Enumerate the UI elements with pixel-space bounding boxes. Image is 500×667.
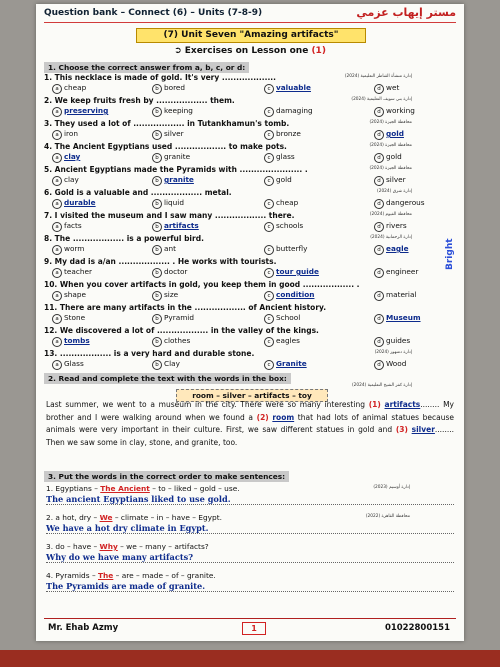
option-text: silver bbox=[386, 175, 406, 184]
option-text: Pyramid bbox=[164, 313, 194, 322]
option-text: valuable bbox=[276, 83, 311, 92]
option-text: condition bbox=[276, 290, 315, 299]
paragraph-part-1: Last summer, we went to a museum in the city. There were so many interesting bbox=[46, 400, 365, 409]
option-letter: d bbox=[374, 222, 384, 232]
question-text bbox=[44, 349, 456, 358]
option-letter: b bbox=[152, 314, 162, 324]
scrambled-hl: Why bbox=[99, 542, 118, 551]
word-box: room – silver – artifacts – toy bbox=[176, 389, 328, 402]
option-text: gold bbox=[386, 129, 404, 138]
options-row bbox=[44, 129, 456, 139]
question-stem: 5. Ancient Egyptians made the Pyramids with ...................... . bbox=[44, 165, 308, 174]
question-text bbox=[44, 211, 456, 220]
question-text bbox=[44, 303, 456, 312]
question-source: (2024) محافظة الجيزة bbox=[369, 166, 412, 171]
footer-author: Mr. Ehab Azmy bbox=[48, 623, 119, 633]
question-stem: 8. The .................. is a powerful bird. bbox=[44, 234, 204, 243]
option-c bbox=[264, 198, 298, 209]
option-text: butterfly bbox=[276, 244, 308, 253]
options-row bbox=[44, 83, 456, 93]
option-letter: b bbox=[152, 291, 162, 301]
option-letter: c bbox=[264, 314, 274, 324]
option-letter: d bbox=[374, 291, 384, 301]
blank-number-3: (3) bbox=[395, 425, 408, 434]
option-a bbox=[52, 152, 80, 163]
option-letter: c bbox=[264, 337, 274, 347]
ordering-item bbox=[46, 542, 454, 563]
option-a bbox=[52, 106, 108, 117]
exercise-number: (1) bbox=[311, 46, 326, 56]
option-letter: c bbox=[264, 291, 274, 301]
option-letter: c bbox=[264, 130, 274, 140]
option-letter: c bbox=[264, 84, 274, 94]
option-letter: d bbox=[374, 314, 384, 324]
scrambled-words bbox=[46, 484, 454, 493]
question-text bbox=[44, 165, 456, 174]
option-text: gold bbox=[276, 175, 292, 184]
scrambled-post: – we – many – artifacts? bbox=[117, 542, 209, 551]
option-text: clothes bbox=[164, 336, 191, 345]
option-text: bored bbox=[164, 83, 186, 92]
header-divider bbox=[44, 22, 456, 23]
option-text: Wood bbox=[386, 359, 407, 368]
question-text bbox=[44, 96, 456, 105]
question-stem: 10. When you cover artifacts in gold, you keep them in good .................. . bbox=[44, 280, 360, 289]
option-b bbox=[152, 267, 187, 278]
question-stem: 6. Gold is a valuable and .................. metal. bbox=[44, 188, 232, 197]
options-row bbox=[44, 198, 456, 208]
option-text: ant bbox=[164, 244, 176, 253]
ordering-item bbox=[46, 484, 454, 505]
option-letter: c bbox=[264, 268, 274, 278]
option-letter: d bbox=[374, 130, 384, 140]
options-row bbox=[44, 267, 456, 277]
option-text: preserving bbox=[64, 106, 109, 115]
option-d bbox=[374, 313, 421, 324]
question-stem: 13. .................. is a very hard and durable stone. bbox=[44, 349, 255, 358]
option-letter: a bbox=[52, 84, 62, 94]
option-a bbox=[52, 129, 78, 140]
option-b bbox=[152, 106, 193, 117]
option-text: schools bbox=[276, 221, 304, 230]
question-text bbox=[44, 119, 456, 128]
side-label: Bright bbox=[445, 238, 455, 270]
option-d bbox=[374, 359, 406, 370]
option-b bbox=[152, 244, 176, 255]
unit-title: (7) Unit Seven "Amazing artifacts" bbox=[136, 28, 366, 43]
option-text: material bbox=[386, 290, 417, 299]
option-c bbox=[264, 152, 295, 163]
option-text: keeping bbox=[164, 106, 193, 115]
option-text: School bbox=[276, 313, 301, 322]
option-text: wet bbox=[386, 83, 400, 92]
option-letter: d bbox=[374, 245, 384, 255]
option-text: damaging bbox=[276, 106, 313, 115]
option-text: Granite bbox=[276, 359, 307, 368]
option-d bbox=[374, 221, 407, 232]
option-d bbox=[374, 152, 402, 163]
option-letter: c bbox=[264, 222, 274, 232]
options-row bbox=[44, 244, 456, 254]
option-letter: d bbox=[374, 176, 384, 186]
option-a bbox=[52, 198, 96, 209]
option-text: granite bbox=[164, 152, 191, 161]
option-text: artifacts bbox=[164, 221, 199, 230]
option-a bbox=[52, 313, 85, 324]
option-letter: b bbox=[152, 199, 162, 209]
options-row bbox=[44, 106, 456, 116]
option-text: granite bbox=[164, 175, 194, 184]
option-c bbox=[264, 106, 313, 117]
options-row bbox=[44, 152, 456, 162]
question-source: (2024) إدارة بني سويف التعليمية bbox=[351, 97, 412, 102]
question-stem: 12. We discovered a lot of .................. in the valley of the kings. bbox=[44, 326, 319, 335]
option-text: worm bbox=[64, 244, 85, 253]
option-text: clay bbox=[64, 152, 81, 161]
question-source: (2024) إدارة الرحمانية bbox=[370, 235, 412, 240]
option-d bbox=[374, 198, 425, 209]
option-text: working bbox=[386, 106, 415, 115]
option-text: dangerous bbox=[386, 198, 425, 207]
scrambled-pre: 2. a hot, dry – bbox=[46, 513, 100, 522]
option-letter: a bbox=[52, 245, 62, 255]
ordering-item bbox=[46, 513, 454, 534]
option-letter: a bbox=[52, 176, 62, 186]
option-letter: d bbox=[374, 360, 384, 370]
option-b bbox=[152, 152, 190, 163]
option-b bbox=[152, 83, 185, 94]
option-letter: a bbox=[52, 222, 62, 232]
blank-number-2: (2) bbox=[256, 412, 269, 422]
question-stem: 4. The Ancient Egyptians used .................. to make pots. bbox=[44, 142, 287, 151]
paragraph-part-2: ........ My brother and I were walking around when we found a bbox=[46, 400, 454, 422]
option-text: facts bbox=[64, 221, 82, 230]
option-d bbox=[374, 244, 409, 255]
options-row bbox=[44, 221, 456, 231]
question-text bbox=[44, 73, 456, 82]
option-c bbox=[264, 359, 307, 370]
header-title: Question bank – Connect (6) – Units (7-8-9) bbox=[44, 8, 263, 18]
option-text: clay bbox=[64, 175, 79, 184]
option-letter: a bbox=[52, 268, 62, 278]
page-footer bbox=[44, 618, 456, 633]
option-b bbox=[152, 221, 199, 232]
option-text: rivers bbox=[386, 221, 407, 230]
option-text: Stone bbox=[64, 313, 86, 322]
scrambled-words bbox=[46, 513, 454, 522]
paragraph-part-4: ........ Then we saw some in clay, stone, and granite, too. bbox=[46, 425, 454, 447]
exercise-title-text: ➲ Exercises on Lesson one bbox=[174, 46, 312, 56]
option-text: Clay bbox=[164, 359, 180, 368]
option-d bbox=[374, 175, 406, 186]
option-letter: d bbox=[374, 268, 384, 278]
option-b bbox=[152, 313, 194, 324]
option-letter: b bbox=[152, 337, 162, 347]
option-letter: d bbox=[374, 84, 384, 94]
option-letter: b bbox=[152, 222, 162, 232]
sentence-answer: We have a hot dry climate in Egypt. bbox=[46, 523, 454, 534]
option-a bbox=[52, 244, 84, 255]
option-text: silver bbox=[164, 129, 184, 138]
question-source: (2024) محافظة الفيوم bbox=[369, 212, 412, 217]
option-b bbox=[152, 359, 180, 370]
option-a bbox=[52, 290, 86, 301]
option-text: eagle bbox=[386, 244, 409, 253]
option-a bbox=[52, 221, 82, 232]
option-d bbox=[374, 129, 404, 140]
sentence-answer: Why do we have many artifacts? bbox=[46, 552, 454, 563]
option-c bbox=[264, 221, 303, 232]
options-row bbox=[44, 359, 456, 369]
ordering-item bbox=[46, 571, 454, 592]
option-letter: c bbox=[264, 245, 274, 255]
option-letter: a bbox=[52, 360, 62, 370]
option-text: bronze bbox=[276, 129, 301, 138]
option-a bbox=[52, 336, 90, 347]
section2-source: (2024) إدارة كفر الشيخ التعليمية bbox=[351, 383, 412, 388]
options-row bbox=[44, 290, 456, 300]
option-letter: b bbox=[152, 245, 162, 255]
scrambled-post: – to – liked – gold – use. bbox=[149, 484, 240, 493]
option-c bbox=[264, 267, 319, 278]
option-letter: c bbox=[264, 360, 274, 370]
option-letter: d bbox=[374, 199, 384, 209]
sentence-answer: The Pyramids are made of granite. bbox=[46, 581, 454, 592]
scrambled-pre: 3. do – have – bbox=[46, 542, 100, 551]
option-a bbox=[52, 267, 92, 278]
option-a bbox=[52, 359, 84, 370]
footer-phone: 01022800151 bbox=[384, 623, 450, 633]
option-letter: c bbox=[264, 107, 274, 117]
option-a bbox=[52, 83, 86, 94]
option-text: iron bbox=[64, 129, 78, 138]
option-letter: a bbox=[52, 199, 62, 209]
page-number: 1 bbox=[242, 622, 266, 635]
question-source: (2024) إدارة دمنهور bbox=[374, 350, 412, 355]
blank-answer-3: silver bbox=[411, 425, 435, 434]
option-letter: b bbox=[152, 130, 162, 140]
option-letter: a bbox=[52, 314, 62, 324]
question-stem: 3. They used a lot of .................. in Tutankhamun's tomb. bbox=[44, 119, 290, 128]
question-text bbox=[44, 257, 456, 266]
blank-answer-1: artifacts bbox=[384, 400, 421, 409]
option-text: liquid bbox=[164, 198, 184, 207]
option-c bbox=[264, 175, 292, 186]
option-b bbox=[152, 290, 178, 301]
option-a bbox=[52, 175, 79, 186]
exercise-title bbox=[36, 46, 464, 56]
scrambled-words bbox=[46, 571, 454, 580]
scrambled-hl: We bbox=[99, 513, 113, 522]
option-text: Glass bbox=[64, 359, 84, 368]
section1-title: 1. Choose the correct answer from a, b, c, or d: bbox=[44, 62, 249, 73]
question-text bbox=[44, 234, 456, 243]
option-text: gold bbox=[386, 152, 402, 161]
scrambled-post: – climate – in – have – Egypt. bbox=[112, 513, 222, 522]
option-letter: a bbox=[52, 130, 62, 140]
option-b bbox=[152, 175, 194, 186]
question-stem: 7. I visited the museum and I saw many .................. there. bbox=[44, 211, 295, 220]
option-c bbox=[264, 336, 300, 347]
question-text bbox=[44, 280, 456, 289]
option-letter: a bbox=[52, 153, 62, 163]
option-d bbox=[374, 106, 415, 117]
section2-source-row bbox=[44, 382, 456, 388]
option-d bbox=[374, 267, 418, 278]
option-c bbox=[264, 290, 314, 301]
item-source: (2023) إدارة أوسيم bbox=[373, 485, 410, 490]
option-letter: b bbox=[152, 153, 162, 163]
question-source: (2024) إدارة منشأة القناطر التعليمية bbox=[344, 74, 412, 79]
option-text: glass bbox=[276, 152, 295, 161]
scrambled-hl: The bbox=[98, 571, 114, 580]
options-row bbox=[44, 336, 456, 346]
question-stem: 1. This necklace is made of gold. It's very ................... bbox=[44, 73, 277, 82]
scrambled-pre: 1. Egyptians – bbox=[46, 484, 101, 493]
option-letter: b bbox=[152, 360, 162, 370]
option-letter: d bbox=[374, 153, 384, 163]
option-letter: d bbox=[374, 107, 384, 117]
option-text: tombs bbox=[64, 336, 90, 345]
paragraph-part-3: that had lots of animal statues because animals were very important in their culture. First, we saw different statues in gold and bbox=[46, 412, 455, 434]
scrambled-post: – are – made – of – granite. bbox=[113, 571, 216, 580]
option-d bbox=[374, 336, 410, 347]
option-letter: a bbox=[52, 107, 62, 117]
option-letter: c bbox=[264, 176, 274, 186]
question-text bbox=[44, 326, 456, 335]
option-text: tour guide bbox=[276, 267, 319, 276]
option-text: cheap bbox=[64, 83, 87, 92]
option-c bbox=[264, 244, 307, 255]
option-text: guides bbox=[386, 336, 411, 345]
option-text: size bbox=[164, 290, 179, 299]
option-letter: c bbox=[264, 153, 274, 163]
header-author: مستر إيهاب عزمي bbox=[356, 6, 456, 19]
option-letter: a bbox=[52, 291, 62, 301]
option-letter: c bbox=[264, 199, 274, 209]
section3-title: 3. Put the words in the correct order to make sentences: bbox=[44, 471, 289, 482]
question-source: (2024) محافظة الجيزة bbox=[369, 143, 412, 148]
option-d bbox=[374, 290, 416, 301]
options-row bbox=[44, 175, 456, 185]
option-letter: b bbox=[152, 84, 162, 94]
item-source: (2022) محافظة القاهرة bbox=[365, 514, 410, 519]
option-c bbox=[264, 313, 300, 324]
question-stem: 11. There are many artifacts in the .................. of Ancient history. bbox=[44, 303, 327, 312]
reading-paragraph bbox=[46, 399, 454, 449]
options-row bbox=[44, 313, 456, 323]
scrambled-words bbox=[46, 542, 454, 551]
sentence-answer: The ancient Egyptians liked to use gold. bbox=[46, 494, 454, 505]
question-stem: 2. We keep fruits fresh by .................. them. bbox=[44, 96, 235, 105]
scrambled-pre: 4. Pyramids – bbox=[46, 571, 98, 580]
option-b bbox=[152, 336, 190, 347]
option-c bbox=[264, 83, 311, 94]
option-letter: d bbox=[374, 337, 384, 347]
section2-title: 2. Read and complete the text with the words in the box: bbox=[44, 373, 291, 384]
option-text: engineer bbox=[386, 267, 419, 276]
bottom-band bbox=[0, 650, 500, 667]
scrambled-hl: The Ancient bbox=[100, 484, 150, 493]
blank-number-1: (1) bbox=[368, 400, 381, 409]
option-letter: b bbox=[152, 107, 162, 117]
question-stem: 9. My dad is a/an .................. . He works with tourists. bbox=[44, 257, 277, 266]
option-letter: b bbox=[152, 176, 162, 186]
option-letter: b bbox=[152, 268, 162, 278]
option-text: shape bbox=[64, 290, 87, 299]
option-text: teacher bbox=[64, 267, 92, 276]
blank-answer-2: room bbox=[272, 412, 295, 422]
option-d bbox=[374, 83, 399, 94]
option-text: Museum bbox=[386, 313, 421, 322]
option-b bbox=[152, 198, 184, 209]
question-text bbox=[44, 142, 456, 151]
option-c bbox=[264, 129, 301, 140]
question-text bbox=[44, 188, 456, 197]
option-text: cheap bbox=[276, 198, 299, 207]
option-letter: a bbox=[52, 337, 62, 347]
option-text: eagles bbox=[276, 336, 300, 345]
option-b bbox=[152, 129, 184, 140]
option-text: durable bbox=[64, 198, 96, 207]
worksheet-page bbox=[36, 4, 464, 641]
question-source: (2024) إدارة شرق bbox=[377, 189, 412, 194]
option-text: doctor bbox=[164, 267, 188, 276]
question-source: (2024) محافظة الجيزة bbox=[369, 120, 412, 125]
